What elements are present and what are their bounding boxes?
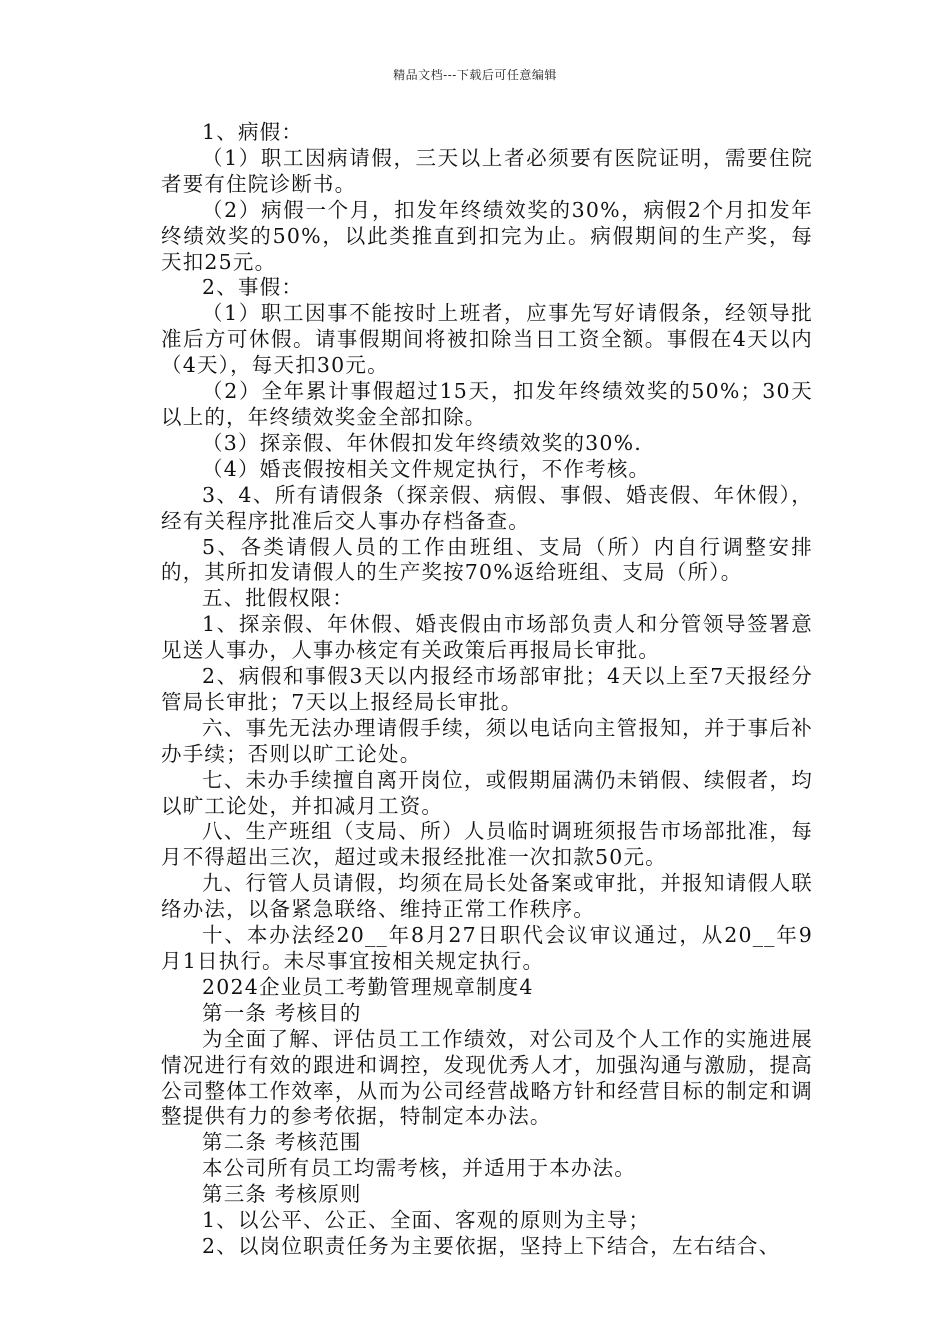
- document-paragraph: 3、4、所有请假条（探亲假、病假、事假、婚丧假、年休假），经有关程序批准后交人事办存档备查。: [161, 482, 813, 533]
- document-paragraph: 1、探亲假、年休假、婚丧假由市场部负责人和分管领导签署意见送人事办，人事办核定有关政策后再报局长审批。: [161, 612, 813, 663]
- document-paragraph: （4）婚丧假按相关文件规定执行，不作考核。: [202, 456, 651, 481]
- document-paragraph: 十、本办法经20__年8月27日职代会议审议通过，从20__年9月1日执行。未尽事宜按相关规定执行。: [161, 923, 813, 973]
- document-paragraph: （1）职工因病请假，三天以上者必须要有医院证明，需要住院者要有住院诊断书。: [161, 145, 813, 196]
- section-heading: 五、批假权限：: [202, 586, 354, 611]
- page-header-note: 精品文档---下载后可任意编辑: [393, 68, 557, 82]
- document-paragraph: 2、事假：: [202, 275, 304, 300]
- document-paragraph: （3）探亲假、年休假扣发年终绩效奖的30%.: [202, 430, 643, 455]
- document-body: [161, 120, 813, 1260]
- document-paragraph: 1、以公平、公正、全面、客观的原则为主导；: [202, 1208, 651, 1233]
- document-paragraph: 5、各类请假人员的工作由班组、支局（所）内自行调整安排的，其所扣发请假人的生产奖按70%返给班组、支局（所）。: [161, 534, 813, 585]
- document-paragraph: 六、事先无法办理请假手续，须以电话向主管报知，并于事后补办手续；否则以旷工论处。: [161, 715, 813, 766]
- document-title: 2024企业员工考勤管理规章制度4: [202, 974, 534, 999]
- document-paragraph: 九、行管人员请假，均须在局长处备案或审批，并报知请假人联络办法，以备紧急联络、维持正常工作秩序。: [161, 871, 813, 922]
- document-paragraph: 为全面了解、评估员工工作绩效，对公司及个人工作的实施进展情况进行有效的跟进和调控，发现优秀人才，加强沟通与激励，提高公司整体工作效率，从而为公司经营战略方针和经营目标的制定和调整提供有力的参考依据，特制定本办法。: [161, 1026, 813, 1129]
- document-paragraph: 本公司所有员工均需考核，并适用于本办法。: [202, 1156, 636, 1181]
- article-heading: 第一条 考核目的: [202, 1000, 362, 1025]
- document-paragraph: 七、未办手续擅自离开岗位，或假期届满仍未销假、续假者，均以旷工论处，并扣减月工资。: [161, 767, 813, 818]
- document-paragraph: 2、病假和事假3天以内报经市场部审批；4天以上至7天报经分管局长审批；7天以上报经局长审批。: [161, 664, 813, 714]
- article-heading: 第三条 考核原则: [202, 1182, 362, 1207]
- document-paragraph: （1）职工因事不能按时上班者，应事先写好请假条，经领导批准后方可休假。请事假期间将被扣除当日工资全额。事假在4天以内（4天），每天扣30元。: [161, 301, 813, 378]
- document-paragraph: 八、生产班组（支局、所）人员临时调班须报告市场部批准，每月不得超出三次，超过或未报经批准一次扣款50元。: [161, 819, 813, 870]
- article-heading: 第二条 考核范围: [202, 1130, 362, 1155]
- document-paragraph: （2）病假一个月，扣发年终绩效奖的30%，病假2个月扣发年终绩效奖的50%，以此类推直到扣完为止。病假期间的生产奖，每天扣25元。: [161, 197, 813, 274]
- document-paragraph: 1、病假：: [202, 120, 304, 144]
- document-paragraph: （2）全年累计事假超过15天，扣发年终绩效奖的50%；30天以上的，年终绩效奖金全部扣除。: [161, 379, 813, 429]
- document-paragraph: 2、以岗位职责任务为主要依据，坚持上下结合，左右结合、: [202, 1233, 781, 1258]
